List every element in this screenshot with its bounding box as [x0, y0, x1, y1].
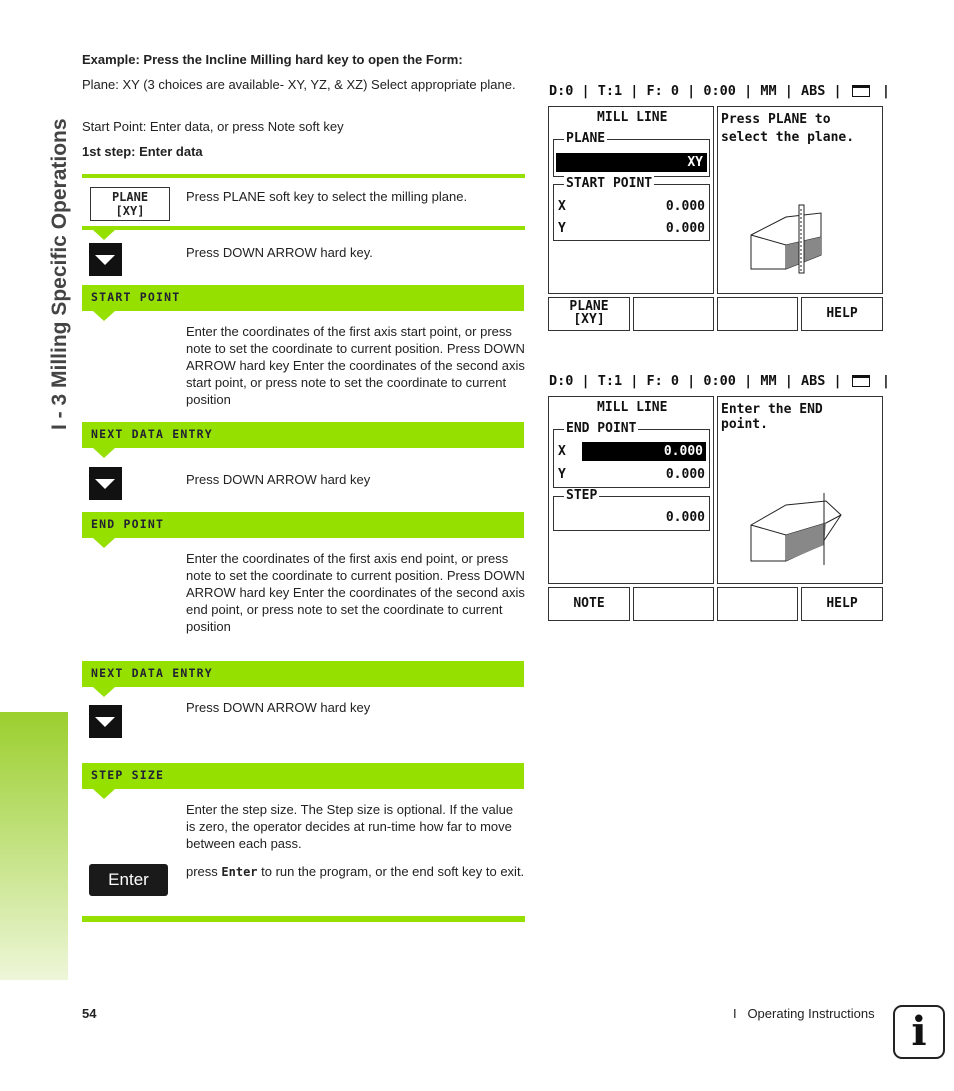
- plane-field[interactable]: XY: [556, 153, 707, 172]
- step-legend: STEP: [566, 488, 598, 503]
- step-heading: 1st step: Enter data: [82, 144, 203, 159]
- start-point-legend: START POINT: [566, 176, 653, 191]
- keyboard-icon: [852, 375, 870, 387]
- help-text: Enter the END point.: [721, 402, 823, 432]
- page-number: 54: [82, 1006, 97, 1021]
- plane-group: [553, 131, 710, 177]
- end-point-legend: END POINT: [566, 421, 637, 436]
- step-group: [553, 488, 710, 531]
- workpiece-end-diagram: [746, 493, 842, 569]
- plane-softkey[interactable]: PLANE [XY]: [90, 187, 170, 221]
- softkey-blank-2[interactable]: [633, 587, 714, 621]
- arrow-marker: [93, 789, 115, 799]
- x-label: X: [558, 199, 566, 214]
- workpiece-start-diagram: [746, 203, 826, 279]
- next-data-entry-band-2: NEXT DATA ENTRY: [82, 661, 524, 687]
- example-heading: Example: Press the Incline Milling hard key to open the Form:: [82, 52, 463, 67]
- start-point-description: Start Point: Enter data, or press Note soft key: [82, 119, 344, 134]
- arrow-marker: [93, 448, 115, 458]
- status-bar-2: D:0 | T:1 | F: 0 | 0:00 | MM | ABS | |: [549, 373, 891, 389]
- arrow-marker: [93, 230, 115, 240]
- down-arrow-key[interactable]: [89, 467, 122, 500]
- down-arrow-text-2: Press DOWN ARROW hard key: [186, 472, 371, 487]
- plane-step-text: Press PLANE soft key to select the milling plane.: [186, 189, 468, 204]
- enter-step-text: press Enter to run the program, or the end soft key to exit.: [186, 864, 525, 879]
- divider-bottom: [82, 916, 525, 922]
- divider-plane: [82, 226, 525, 230]
- help-panel-1: [717, 106, 883, 294]
- end-x-field[interactable]: 0.000: [582, 442, 706, 461]
- end-y-field[interactable]: 0.000: [665, 467, 705, 482]
- next-data-entry-band-1: NEXT DATA ENTRY: [82, 422, 524, 448]
- form-title: MILL LINE: [597, 400, 668, 415]
- step-field[interactable]: 0.000: [665, 510, 705, 525]
- help-text: Press PLANE to select the plane.: [721, 112, 855, 145]
- info-icon: i: [893, 1005, 945, 1059]
- softkey-blank-3[interactable]: [717, 297, 798, 331]
- side-tab-title: I - 3 Milling Specific Operations: [48, 118, 71, 430]
- divider-top: [82, 174, 525, 178]
- arrow-marker: [93, 538, 115, 548]
- status-bar-1: D:0 | T:1 | F: 0 | 0:00 | MM | ABS | |: [549, 83, 891, 99]
- start-point-group: [553, 176, 710, 241]
- arrow-marker: [93, 311, 115, 321]
- softkey-help[interactable]: HELP: [801, 587, 883, 621]
- step-size-text: Enter the step size. The Step size is optional. If the value is zero, the operator decides at run-time how far to move between each pass.: [186, 802, 514, 851]
- help-panel-2: [717, 396, 883, 584]
- start-y-field[interactable]: 0.000: [665, 221, 705, 236]
- form-title: MILL LINE: [597, 110, 668, 125]
- softkey-help[interactable]: HELP: [801, 297, 883, 331]
- softkey-plane[interactable]: PLANE [XY]: [548, 297, 630, 331]
- down-arrow-text-3: Press DOWN ARROW hard key: [186, 700, 371, 715]
- end-point-group: [553, 421, 710, 488]
- softkey-blank-3[interactable]: [717, 587, 798, 621]
- plane-description: Plane: XY (3 choices are available- XY, YZ, & XZ) Select appropriate plane.: [82, 77, 516, 92]
- down-arrow-text-1: Press DOWN ARROW hard key.: [186, 245, 373, 260]
- softkey-blank-2[interactable]: [633, 297, 714, 331]
- softkey-note[interactable]: NOTE: [548, 587, 630, 621]
- plane-legend: PLANE: [566, 131, 606, 146]
- y-label: Y: [558, 221, 566, 236]
- start-x-field[interactable]: 0.000: [665, 199, 705, 214]
- keyboard-icon: [852, 85, 870, 97]
- y-label: Y: [558, 467, 566, 482]
- enter-key[interactable]: Enter: [89, 864, 168, 896]
- step-size-band: STEP SIZE: [82, 763, 524, 789]
- form-panel-2: [548, 396, 714, 584]
- side-tab-background: [0, 712, 68, 980]
- end-point-text: Enter the coordinates of the first axis end point, or press note to set the coordinate to current position. Press DOWN ARROW hard key Enter the coordinates of the second axis end point, or press note to set the coordinate to current position: [186, 551, 525, 634]
- end-point-band: END POINT: [82, 512, 524, 538]
- down-arrow-key[interactable]: [89, 243, 122, 276]
- start-point-band: START POINT: [82, 285, 524, 311]
- x-label: X: [558, 444, 566, 459]
- form-panel-1: [548, 106, 714, 294]
- section-title: I Operating Instructions: [733, 1006, 875, 1021]
- start-point-text: Enter the coordinates of the first axis start point, or press note to set the coordinate to current position. Press DOWN ARROW hard key Enter the coordinates of the second axis start point, or press note to set the coordinate to current position: [186, 324, 525, 407]
- arrow-marker: [93, 687, 115, 697]
- down-arrow-key[interactable]: [89, 705, 122, 738]
